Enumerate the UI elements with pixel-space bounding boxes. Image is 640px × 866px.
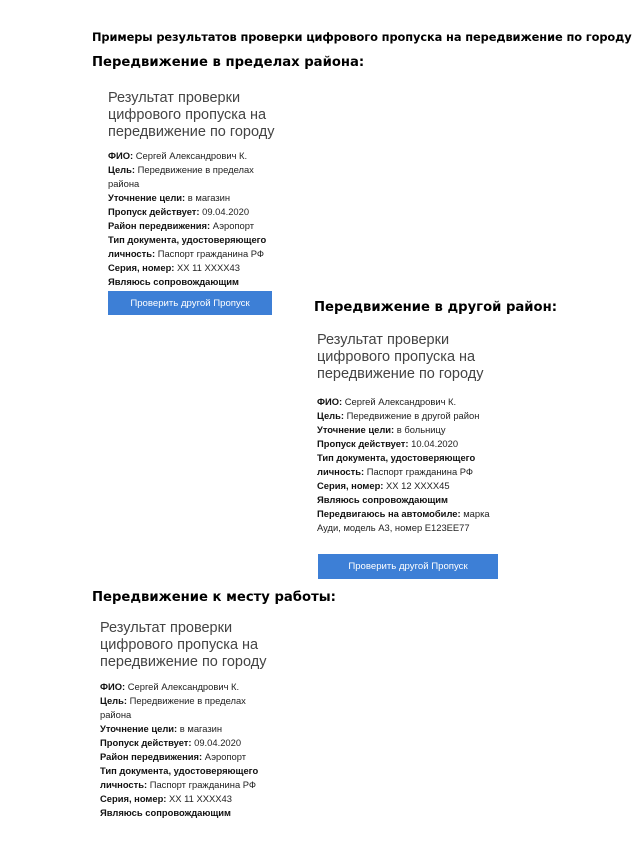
detail-label: Тип документа, удостоверяющего [317,452,476,463]
detail-row [108,261,266,275]
detail-label: Уточнение цели: [317,424,395,435]
detail-row [108,247,266,261]
detail-row [100,694,258,708]
detail-row [100,680,258,694]
detail-value: Передвижение в пределах [129,695,246,706]
detail-value: в магазин [187,192,231,203]
detail-row [317,395,490,409]
card-title: Результат проверки цифрового пропуска на передвижение по городу [108,90,275,140]
detail-row [317,423,490,437]
detail-label: личность: [108,248,156,259]
detail-label: Район передвижения: [108,220,211,231]
detail-value: Сергей Александрович К. [344,396,457,407]
section-heading-other-district: Передвижение в другой район: [314,300,557,315]
detail-row [317,451,490,465]
detail-value: 10.04.2020 [411,438,459,449]
detail-label: Тип документа, удостоверяющего [100,765,259,776]
detail-value: Паспорт гражданина РФ [149,779,257,790]
detail-value: Передвижение в другой район [346,410,480,421]
detail-value: в магазин [179,723,223,734]
detail-row [317,493,490,507]
card-title: Результат проверки цифрового пропуска на передвижение по городу [317,332,484,382]
detail-row [317,437,490,451]
detail-label: Цель: [108,164,136,175]
detail-label: Пропуск действует: [108,206,200,217]
detail-label: Цель: [100,695,128,706]
detail-row [317,507,490,521]
detail-value: 09.04.2020 [194,737,242,748]
page-title: Примеры результатов проверки цифрового пропуска на передвижение по городу [92,30,632,44]
detail-value: Сергей Александрович К. [135,150,248,161]
pass-result-card-to-workplace [88,610,278,820]
detail-value: Аэропорт [204,751,247,762]
detail-value: XX 11 XXXX43 [177,262,240,273]
pass-result-card-within-district [96,80,286,320]
detail-row [108,191,266,205]
detail-label: Являюсь сопровождающим [317,494,448,505]
detail-label: Уточнение цели: [108,192,186,203]
detail-label: Район передвижения: [100,751,203,762]
detail-label: Пропуск действует: [100,737,192,748]
detail-value: Паспорт гражданина РФ [366,466,474,477]
detail-row [100,792,258,806]
detail-row [108,205,266,219]
detail-label: Серия, номер: [317,480,384,491]
detail-value: района [108,178,140,189]
detail-row [108,275,266,289]
detail-value: марка [463,508,490,519]
detail-value: района [100,709,132,720]
detail-row [100,764,258,778]
detail-row [317,479,490,493]
detail-row [317,521,490,535]
pass-details [108,149,266,289]
detail-row [108,149,266,163]
detail-label: ФИО: [108,150,134,161]
detail-label: ФИО: [100,681,126,692]
detail-value: в больницу [396,424,446,435]
detail-label: личность: [100,779,148,790]
detail-label: Серия, номер: [108,262,175,273]
detail-value: Передвижение в пределах [137,164,254,175]
card-title: Результат проверки цифрового пропуска на передвижение по городу [100,620,267,670]
detail-row [100,778,258,792]
detail-label: личность: [317,466,365,477]
pass-details [317,395,490,535]
detail-label: Тип документа, удостоверяющего [108,234,267,245]
detail-value: Ауди, модель А3, номер Е123ЕЕ77 [317,522,470,533]
check-another-pass-button[interactable]: Проверить другой Пропуск [108,291,272,315]
detail-label: Передвигаюсь на автомобиле: [317,508,461,519]
detail-row [100,722,258,736]
detail-value: XX 11 XXXX43 [169,793,232,804]
check-another-pass-button[interactable]: Проверить другой Пропуск [318,554,498,579]
section-heading-within-district: Передвижение в пределах района: [92,55,365,70]
detail-label: Уточнение цели: [100,723,178,734]
detail-label: Цель: [317,410,345,421]
detail-value: Паспорт гражданина РФ [157,248,265,259]
detail-row [100,750,258,764]
detail-row [108,219,266,233]
detail-label: Являюсь сопровождающим [100,807,231,818]
detail-row [100,806,258,820]
detail-label: Пропуск действует: [317,438,409,449]
detail-label: Являюсь сопровождающим [108,276,239,287]
detail-row [108,163,266,177]
detail-label: ФИО: [317,396,343,407]
pass-result-card-other-district [305,322,510,585]
detail-row [100,736,258,750]
detail-value: 09.04.2020 [202,206,250,217]
detail-value: Сергей Александрович К. [127,681,240,692]
detail-row [108,177,266,191]
detail-row [317,409,490,423]
detail-value: XX 12 XXXX45 [386,480,450,491]
detail-value: Аэропорт [212,220,255,231]
detail-label: Серия, номер: [100,793,167,804]
detail-row [108,233,266,247]
pass-details [100,680,258,820]
detail-row [100,708,258,722]
detail-row [317,465,490,479]
section-heading-to-workplace: Передвижение к месту работы: [92,590,336,605]
